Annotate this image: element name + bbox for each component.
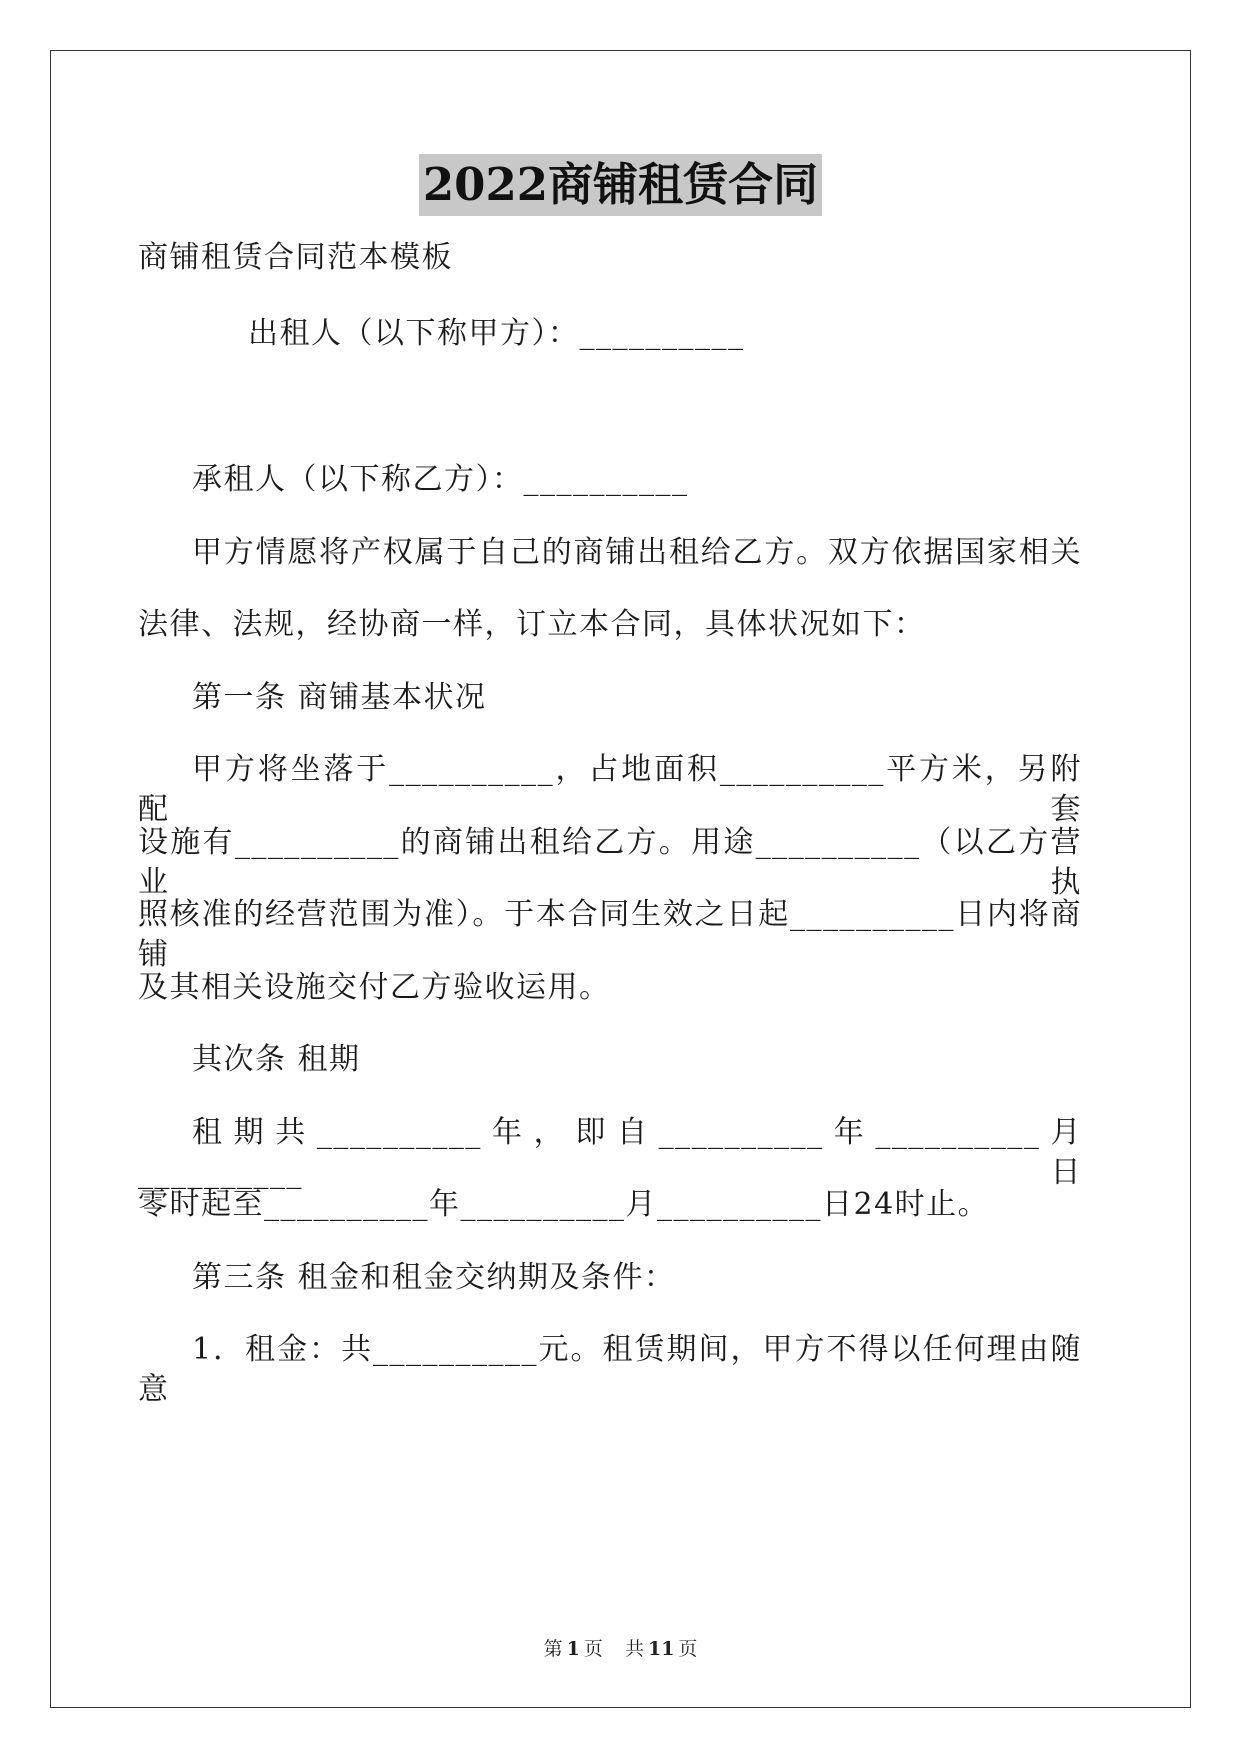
footer-page-total: 11 bbox=[647, 1638, 675, 1660]
subtitle-line: 商铺租赁合同范本模板 bbox=[138, 240, 453, 275]
paragraph-line: 照核准的经营范围为准）。于本合同生效之日起__________日内将商铺 bbox=[138, 897, 1082, 972]
paragraph-line: 及其相关设施交付乙方验收运用。 bbox=[138, 970, 611, 1005]
paragraph-line: 法律、法规，经协商一样，订立本合同，具体状况如下： bbox=[138, 607, 926, 642]
article-heading: 其次条 租期 bbox=[192, 1042, 361, 1077]
lessor-line: 出租人（以下称甲方）：__________ bbox=[248, 316, 745, 351]
footer-page-current: 1 bbox=[566, 1638, 580, 1660]
footer-page-mid: 页 bbox=[583, 1638, 603, 1660]
page-footer bbox=[0, 1634, 1241, 1661]
article-heading: 第一条 商铺基本状况 bbox=[192, 680, 487, 715]
title-container bbox=[0, 154, 1241, 216]
paragraph-line: 零时起至__________年__________月__________日24时止。 bbox=[138, 1187, 990, 1222]
footer-total-suffix: 页 bbox=[678, 1638, 698, 1660]
article-heading: 第三条 租金和租金交纳期及条件： bbox=[192, 1260, 676, 1295]
paragraph-line: 1．租金：共__________元。租赁期间，甲方不得以任何理由随意 bbox=[138, 1332, 1082, 1407]
footer-total-prefix: 共 bbox=[624, 1638, 644, 1660]
paragraph-line: 设施有__________的商铺出租给乙方。用途__________（以乙方营业执 bbox=[138, 825, 1082, 900]
paragraph-line: 租期共__________年，即自__________年__________月__________日 bbox=[138, 1115, 1082, 1190]
document-title: 2022商铺租赁合同 bbox=[419, 154, 822, 216]
paragraph-line: 甲方情愿将产权属于自己的商铺出租给乙方。双方依据国家相关 bbox=[192, 535, 1082, 570]
footer-page-prefix: 第 bbox=[543, 1638, 563, 1660]
paragraph-line: 甲方将坐落于__________，占地面积__________平方米，另附配套 bbox=[138, 752, 1082, 827]
lessee-line: 承租人（以下称乙方）：__________ bbox=[192, 462, 689, 497]
